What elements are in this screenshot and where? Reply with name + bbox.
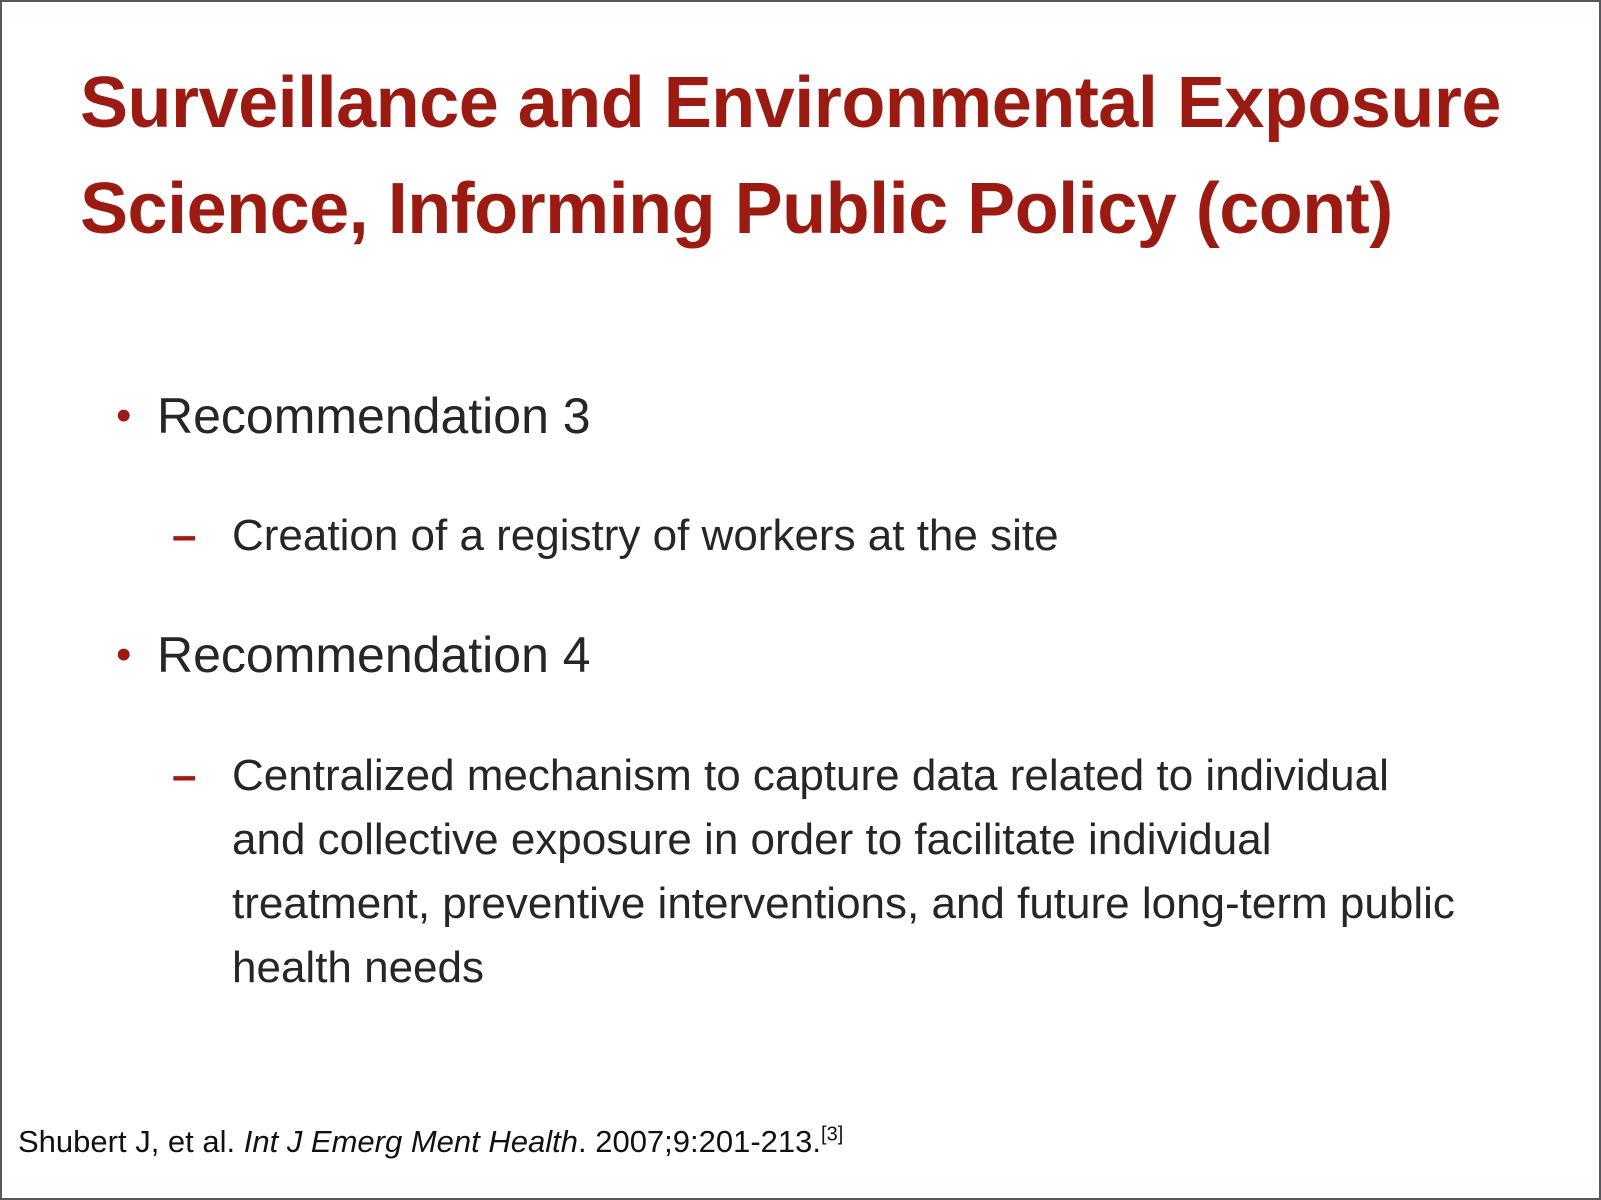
citation-details: . 2007;9:201-213. xyxy=(577,1124,822,1159)
bullet-marker: • xyxy=(116,630,132,679)
slide-title: Surveillance and Environmental Exposure Science, Informing Public Policy (cont) xyxy=(80,63,1501,249)
sub-bullet-text: Centralized mechanism to capture data related to individual and collective exposure in order to facilitate individual treatment, preventive interventions, and future long-term public health needs xyxy=(232,751,1455,992)
bullet-label: Recommendation 4 xyxy=(157,627,591,683)
sub-bullet-text: Creation of a registry of workers at the site xyxy=(232,511,1059,560)
citation-journal: Int J Emerg Ment Health xyxy=(243,1124,578,1159)
citation-authors: Shubert J, et al. xyxy=(18,1124,244,1159)
sub-bullet-marker: – xyxy=(172,511,197,560)
citation-reference-number: [3] xyxy=(821,1123,844,1146)
sub-bullet-marker: – xyxy=(172,751,197,800)
bullet-marker: • xyxy=(116,391,132,440)
bullet-label: Recommendation 3 xyxy=(157,388,591,444)
citation xyxy=(18,1122,843,1162)
